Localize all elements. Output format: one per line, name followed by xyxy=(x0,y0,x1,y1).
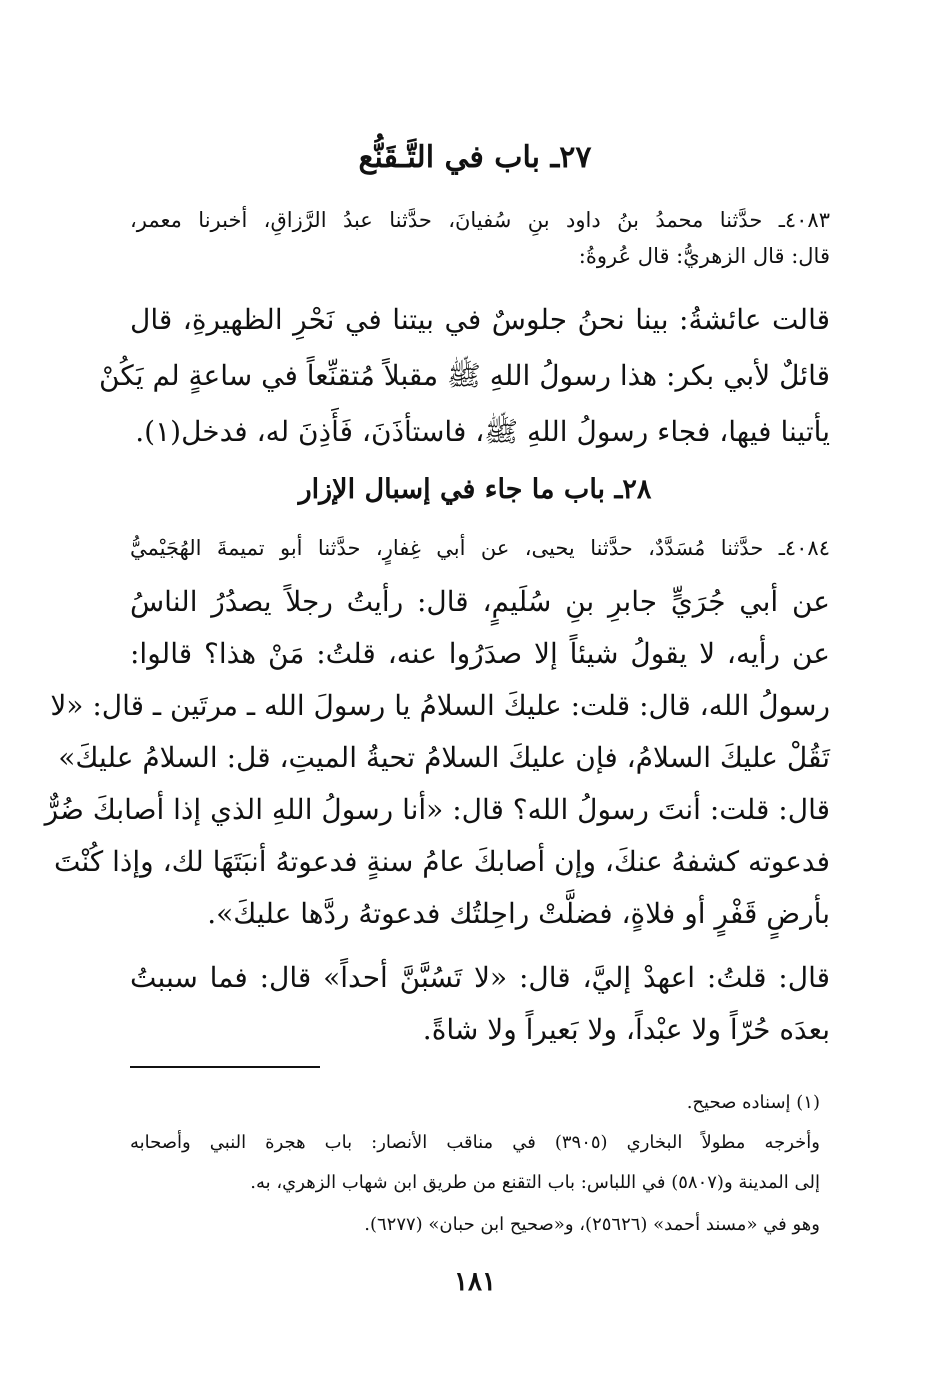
footnote-line: (١) إسناده صحيح. xyxy=(686,1092,820,1113)
hadith-4083-text-line: يأتينا فيها، فجاء رسولُ اللهِ ﷺ، فاستأذَنَ، فَأَذِنَ له، فدخل(١). xyxy=(135,415,830,448)
hadith-4084-text-line: رسولُ الله، قال: قلت: عليكَ السلامُ يا رسولَ الله ـ مرتَين ـ قال: «لا xyxy=(50,689,830,722)
hadith-4083-text-line: قالت عائشةُ: بينا نحنُ جلوسٌ في بيتنا في نَحْرِ الظهيرةِ، قال xyxy=(130,303,830,336)
hadith-4084-text-line: فدعوته كشفهُ عنكَ، وإن أصابكَ عامُ سنةٍ فدعوتهُ أنبَتَهَا لك، وإذا كُنْتَ xyxy=(53,845,830,878)
hadith-4083-text-line: قائلٌ لأبي بكر: هذا رسولُ اللهِ ﷺ مقبلاً مُتقنِّعاً في ساعةٍ لم يَكُنْ xyxy=(99,359,830,392)
footnote-line: وهو في «مسند أحمد» (٢٥٦٢٦)، و«صحيح ابن حبان» (٦٢٧٧). xyxy=(364,1214,820,1235)
footnote-separator xyxy=(130,1066,320,1068)
footnote-line: وأخرجه مطولاً البخاري (٣٩٠٥) في مناقب الأنصار: باب هجرة النبي وأصحابه xyxy=(130,1132,820,1153)
hadith-4084-text-line: عن أبي جُرَيٍّ جابرِ بنِ سُلَيمٍ، قال: رأيتُ رجلاً يصدُرُ الناسُ xyxy=(130,585,830,618)
hadith-4084-text-line: قال: قلتُ: اعهدْ إليَّ، قال: «لا تَسُبَّنَّ أحداً» قال: فما سببتُ xyxy=(130,961,830,994)
footnote-line: إلى المدينة و(٥٨٠٧) في اللباس: باب التقنع من طريق ابن شهاب الزهري، به. xyxy=(250,1172,820,1193)
hadith-4084-text-line: بعدَه حُرّاً ولا عبْداً، ولا بَعيراً ولا شاةً. xyxy=(422,1013,830,1046)
hadith-4083-isnad-line: قال: قال الزهريُّ: قال عُروةُ: xyxy=(578,244,830,268)
hadith-4084-text-line: تَقُلْ عليكَ السلامُ، فإن عليكَ السلامُ تحيةُ الميتِ، قل: السلامُ عليكَ» xyxy=(58,741,830,774)
hadith-4084-text-line: بأرضٍ قَفْرٍ أو فلاةٍ، فضلَّتْ راحِلتُك فدعوتهُ ردَّها عليكَ». xyxy=(207,897,830,930)
hadith-4084-isnad-line: ٤٠٨٤ـ حدَّثنا مُسَدَّدٌ، حدَّثنا يحيى، عن أبي غِفارٍ، حدَّثنا أبو تميمةَ الهُجَيْميُّ xyxy=(130,536,830,560)
page-number: ١٨١ xyxy=(454,1267,496,1297)
chapter-27-title: ٢٧ـ باب في التَّـقَنُّع xyxy=(358,140,592,175)
hadith-4083-isnad-line: ٤٠٨٣ـ حدَّثنا محمدُ بنُ داود بنِ سُفيانَ، حدَّثنا عبدُ الرَّزاقِ، أخبرنا معمر، xyxy=(130,208,830,232)
hadith-4084-text-line: عن رأيه، لا يقولُ شيئاً إلا صدَرُوا عنه، قلتُ: مَنْ هذا؟ قالوا: xyxy=(130,637,830,670)
hadith-4084-text-line: قال: قلت: أنتَ رسولُ الله؟ قال: «أنا رسولُ اللهِ الذي إذا أصابكَ ضُرٌّ xyxy=(44,793,830,826)
chapter-28-title: ٢٨ـ باب ما جاء في إسبال الإزار xyxy=(298,474,652,505)
